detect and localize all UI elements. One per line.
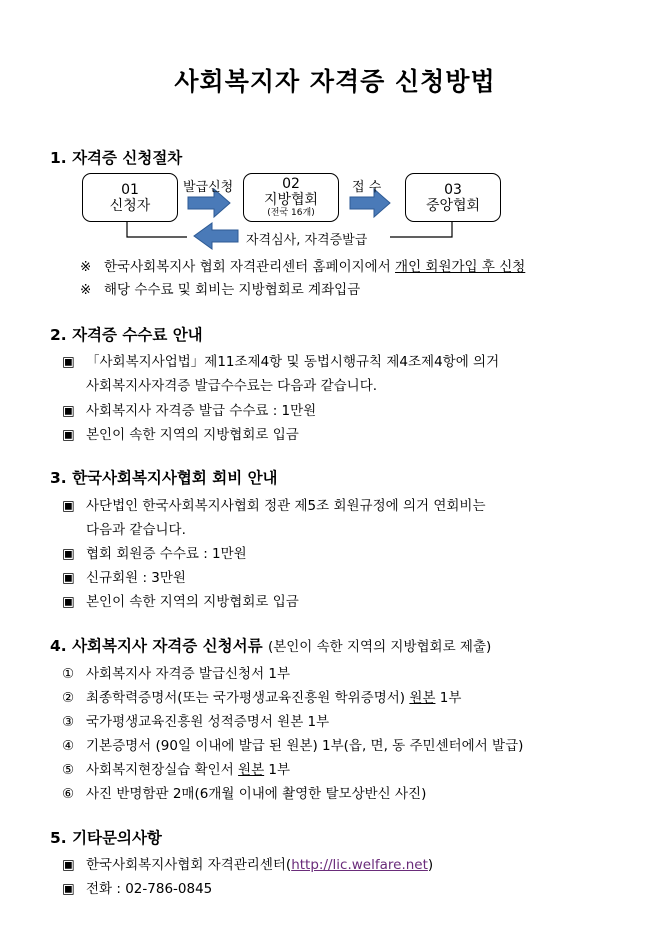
item-number: ⑥ [62, 786, 75, 802]
note-underlined-text: 개인 회원가입 후 신청 [395, 259, 526, 275]
bullet-icon: ▣ [62, 546, 75, 562]
arrow1-label: 발급신청 [183, 180, 234, 195]
list-item [62, 734, 523, 754]
item-text: 최종학력증명서(또는 국가평생교육진흥원 학위증명서) [86, 690, 410, 706]
arrow2-label: 접 수 [352, 180, 382, 195]
item-text: 한국사회복지사협회 자격관리센터( [86, 857, 292, 873]
item-text: 협회 회원증 수수료 : 1만원 [86, 546, 247, 562]
list-item [62, 494, 485, 514]
step-box-central-association [405, 173, 501, 222]
section5-heading: 5. 기타문의사항 [50, 829, 162, 847]
item-continuation: 다음과 같습니다. [86, 522, 186, 538]
step-number: 02 [282, 176, 300, 192]
list-item [62, 542, 247, 562]
list-item [62, 350, 499, 370]
item-text: 본인이 속한 지역의 지방협회로 입금 [86, 427, 299, 443]
item-number: ⑤ [62, 762, 75, 778]
bullet-icon: ▣ [62, 594, 75, 610]
page-title: 사회복지자 자격증 신청방법 [174, 67, 496, 96]
list-item [62, 399, 316, 419]
item-text: 1부 [435, 690, 462, 706]
arrow-left-icon [194, 223, 238, 249]
item-text: 사회복지사 자격증 발급 수수료 : 1만원 [86, 403, 317, 419]
bullet-icon: ▣ [62, 354, 75, 370]
list-item [62, 782, 426, 802]
item-text: 사단법인 한국사회복지사협회 정관 제5조 회원규정에 의거 연회비는 [86, 498, 486, 514]
return-label: 자격심사, 자격증발급 [246, 233, 368, 248]
list-item [62, 590, 299, 610]
item-text: 기본증명서 (90일 이내에 발급 된 원본) 1부(읍, 면, 동 주민센터에서 발급) [86, 738, 524, 754]
step-number: 03 [444, 181, 462, 198]
item-number: ① [62, 666, 75, 682]
bullet-icon: ▣ [62, 857, 75, 873]
item-text: 사진 반명함판 2매(6개월 이내에 촬영한 탈모상반신 사진) [86, 786, 427, 802]
step-name: 신청자 [109, 197, 151, 214]
item-text: ) [427, 857, 434, 873]
note-line [80, 278, 360, 298]
item-text: 본인이 속한 지역의 지방협회로 입금 [86, 594, 299, 610]
step-name: 지방협회 [263, 192, 319, 208]
item-text: 1부 [264, 762, 291, 778]
item-underlined-text: 원본 [238, 762, 265, 778]
note-mark: ※ [80, 259, 92, 275]
bullet-icon: ▣ [62, 881, 75, 897]
list-item [62, 853, 433, 873]
item-continuation: 사회복지사자격증 발급수수료는 다음과 같습니다. [86, 378, 378, 394]
list-item [62, 758, 290, 778]
bullet-icon: ▣ [62, 570, 75, 586]
phone-text: 전화 : 02-786-0845 [86, 881, 213, 897]
item-text: 사회복지현장실습 확인서 [86, 762, 239, 778]
item-text: 국가평생교육진흥원 성적증명서 원본 1부 [86, 714, 330, 730]
step-subtext: (전국 16개) [267, 208, 315, 218]
item-text: 사회복지사 자격증 발급신청서 1부 [86, 666, 291, 682]
item-underlined-text: 원본 [409, 690, 436, 706]
item-text: 신규회원 : 3만원 [86, 570, 186, 586]
return-line [127, 222, 187, 237]
item-text: 「사회복지사업법」제11조제4항 및 동법시행규칙 제4조제4항에 의거 [86, 354, 500, 370]
item-number: ② [62, 690, 75, 706]
list-item [62, 566, 186, 586]
note-mark: ※ [80, 282, 92, 298]
list-item [62, 686, 461, 706]
step-box-applicant [82, 173, 178, 222]
return-line [390, 222, 452, 237]
section1-heading: 1. 자격증 신청절차 [50, 149, 183, 167]
list-item [62, 662, 290, 682]
list-item [62, 423, 299, 443]
bullet-icon: ▣ [62, 498, 75, 514]
note-text: 해당 수수료 및 회비는 지방협회로 계좌입금 [104, 282, 361, 298]
step-box-local-association [243, 173, 339, 222]
bullet-icon: ▣ [62, 427, 75, 443]
section3-heading: 3. 한국사회복지사협회 회비 안내 [50, 469, 278, 487]
list-item [62, 710, 329, 730]
note-text: 한국사회복지사 협회 자격관리센터 홈페이지에서 [104, 259, 396, 275]
section2-heading: 2. 자격증 수수료 안내 [50, 326, 203, 344]
step-number: 01 [121, 181, 139, 198]
bullet-icon: ▣ [62, 403, 75, 419]
item-number: ④ [62, 738, 75, 754]
section4-heading-note: (본인이 속한 지역의 지방협회로 제출) [267, 639, 492, 655]
list-item [62, 877, 212, 897]
website-link[interactable]: http://lic.welfare.net [291, 857, 428, 873]
section4-heading-text: 4. 사회복지사 자격증 신청서류 [50, 637, 263, 655]
section4-heading [50, 634, 491, 656]
item-number: ③ [62, 714, 75, 730]
note-line [80, 255, 525, 275]
step-name: 중앙협회 [425, 197, 481, 214]
